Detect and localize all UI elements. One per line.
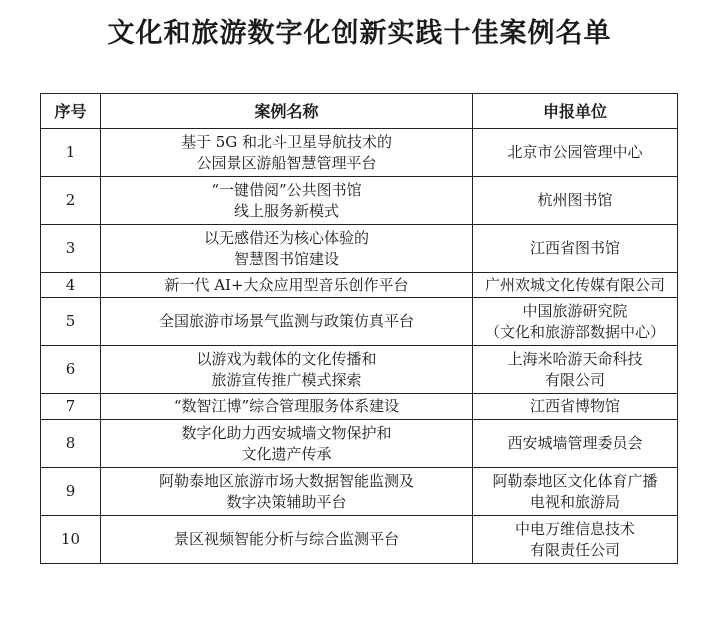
case-name-line: 线上服务新模式 <box>233 201 339 220</box>
row-index: 6 <box>41 346 101 394</box>
unit-cell <box>473 420 678 468</box>
table-row <box>41 129 678 177</box>
case-name-cell <box>101 177 473 225</box>
table-row <box>41 177 678 225</box>
case-name-line: 旅游宣传推广模式探索 <box>211 370 362 389</box>
case-name-cell <box>101 129 473 177</box>
unit-line: 江西省图书馆 <box>529 239 620 257</box>
table-row <box>41 420 678 468</box>
unit-cell <box>473 298 678 346</box>
case-name-line: 以游戏为载体的文化传播和 <box>196 349 377 368</box>
row-index: 10 <box>41 516 101 564</box>
case-name-cell <box>101 225 473 273</box>
unit-line: 北京市公园管理中心 <box>507 143 643 161</box>
row-index: 2 <box>41 177 101 225</box>
case-name-cell <box>101 468 473 516</box>
case-name-cell <box>101 273 473 298</box>
case-name-cell <box>101 394 473 420</box>
unit-line: 广州欢城文化传媒有限公司 <box>484 275 665 294</box>
unit-cell <box>473 177 678 225</box>
row-index: 7 <box>41 394 101 420</box>
table-row <box>41 468 678 516</box>
table-row <box>41 273 678 298</box>
case-name-line: 文化遗产传承 <box>241 444 332 463</box>
unit-cell <box>473 516 678 564</box>
row-index: 5 <box>41 298 101 346</box>
case-name-cell <box>101 420 473 468</box>
unit-line: 有限公司 <box>544 370 605 389</box>
case-name-cell <box>101 298 473 346</box>
case-name-line: 阿勒泰地区旅游市场大数据智能监测及 <box>158 471 414 490</box>
unit-cell <box>473 273 678 298</box>
unit-cell <box>473 225 678 273</box>
row-index: 1 <box>41 129 101 177</box>
unit-line: （文化和旅游部数据中心） <box>484 322 665 341</box>
unit-cell <box>473 394 678 420</box>
unit-line: 西安城墙管理委员会 <box>507 434 643 452</box>
case-name-line: 公园景区游船智慧管理平台 <box>196 153 377 172</box>
unit-line: 中国旅游研究院 <box>522 301 628 320</box>
unit-line: 阿勒泰地区文化体育广播 <box>492 471 658 490</box>
case-name-line: “一键借阅”公共图书馆 <box>211 180 362 199</box>
table-row <box>41 225 678 273</box>
case-list-table <box>40 93 678 564</box>
case-name-cell <box>101 516 473 564</box>
row-index: 9 <box>41 468 101 516</box>
row-index: 4 <box>41 273 101 298</box>
case-name-line: 以无感借还为核心体验的 <box>203 228 369 247</box>
unit-line: 江西省博物馆 <box>529 397 620 415</box>
case-name-line: 智慧图书馆建设 <box>233 249 339 268</box>
header-index: 序号 <box>41 94 101 129</box>
case-name-line: 景区视频智能分析与综合监测平台 <box>173 530 399 548</box>
header-unit: 申报单位 <box>473 94 678 129</box>
unit-cell <box>473 468 678 516</box>
table-row <box>41 394 678 420</box>
row-index: 8 <box>41 420 101 468</box>
case-name-line: “数智江博”综合管理服务体系建设 <box>173 397 400 415</box>
table-row <box>41 516 678 564</box>
case-name-line: 基于 5G 和北斗卫星导航技术的 <box>180 132 393 151</box>
table-header-row <box>41 94 678 129</box>
table-row <box>41 346 678 394</box>
case-name-line: 全国旅游市场景气监测与政策仿真平台 <box>158 312 414 330</box>
unit-line: 中电万维信息技术 <box>514 519 635 538</box>
table-row <box>41 298 678 346</box>
case-name-cell <box>101 346 473 394</box>
unit-line: 电视和旅游局 <box>529 492 620 511</box>
page-title: 文化和旅游数字化创新实践十佳案例名单 <box>107 18 612 49</box>
unit-line: 上海米哈游天命科技 <box>507 349 643 368</box>
case-name-line: 数字化助力西安城墙文物保护和 <box>181 423 392 442</box>
case-name-line: 新一代 AI+大众应用型音乐创作平台 <box>164 275 409 294</box>
unit-cell <box>473 129 678 177</box>
case-name-line: 数字决策辅助平台 <box>226 492 347 511</box>
unit-cell <box>473 346 678 394</box>
header-case-name: 案例名称 <box>101 94 473 129</box>
row-index: 3 <box>41 225 101 273</box>
unit-line: 杭州图书馆 <box>537 191 613 209</box>
unit-line: 有限责任公司 <box>529 540 620 559</box>
